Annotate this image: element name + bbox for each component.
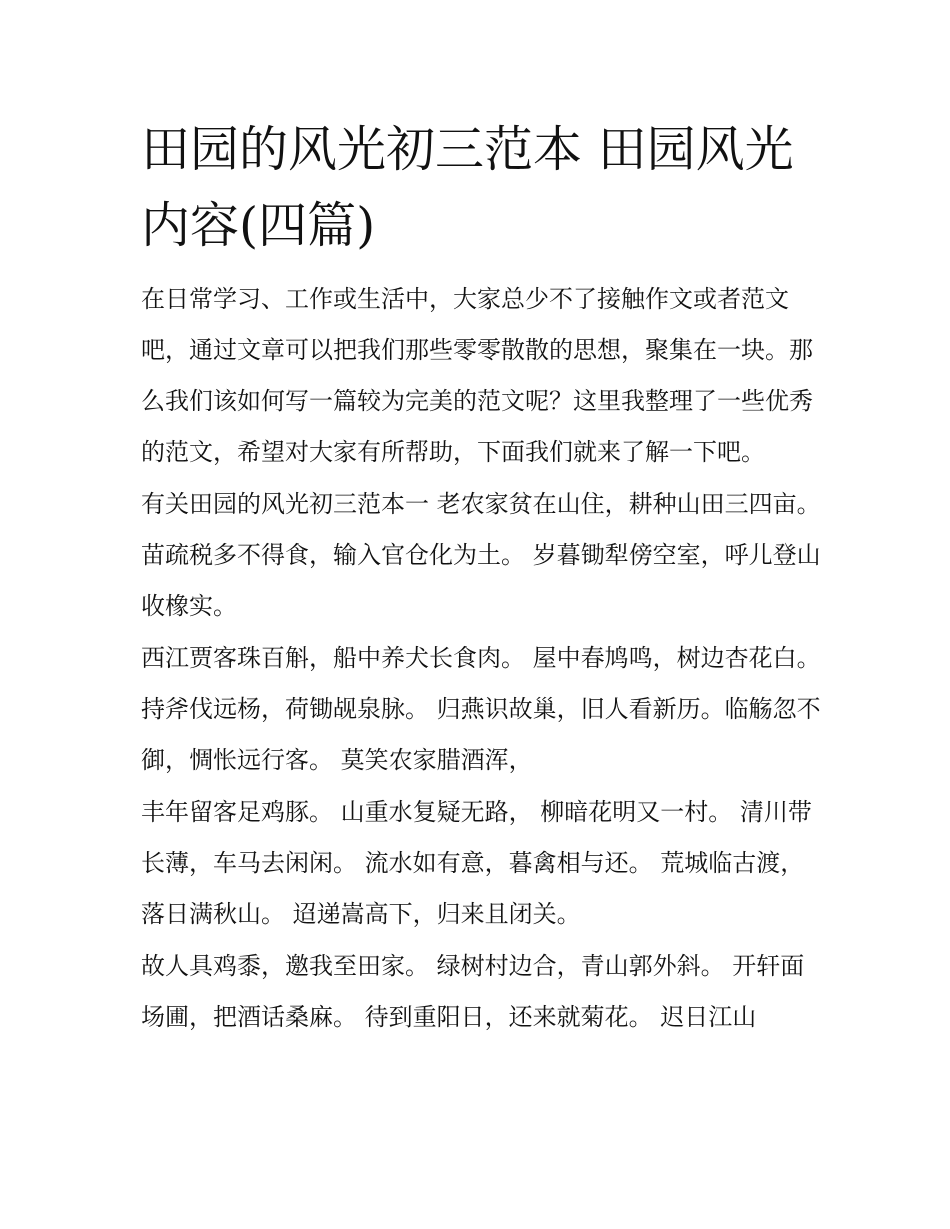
poem-paragraph-3: 丰年留客足鸡豚。 山重水复疑无路， 柳暗花明又一村。 清川带长薄，车马去闲闲。 流水如有意，暮禽相与还。 荒城临古渡，落日满秋山。 迢递嵩高下，归来且闭关。 xyxy=(141,798,812,928)
intro-paragraph: 在日常学习、工作或生活中，大家总少不了接触作文或者范文吧，通过文章可以把我们那些零零散散的思想，聚集在一块。那么我们该如何写一篇较为完美的范文呢？这里我整理了一些优秀的范文，希望对大家有所帮助，下面我们就来了解一下吧。 xyxy=(141,285,813,466)
document-body xyxy=(141,274,829,1043)
poem-paragraph-4: 故人具鸡黍，邀我至田家。 绿树村边合，青山郭外斜。 开轩面场圃，把酒话桑麻。 待到重阳日，还来就菊花。 迟日江山 xyxy=(141,952,805,1031)
document-page xyxy=(141,112,829,1044)
poem-paragraph-1: 有关田园的风光初三范本一 老农家贫在山住，耕种山田三四亩。 苗疏税多不得食，输入官仓化为土。 岁暮锄犁傍空室，呼儿登山收橡实。 xyxy=(141,490,829,620)
document-title: 田园的风光初三范本 田园风光内容(四篇) xyxy=(141,121,794,254)
poem-paragraph-2: 西江贾客珠百斛，船中养犬长食肉。 屋中春鸠鸣，树边杏花白。 持斧伐远杨，荷锄觇泉脉。 归燕识故巢，旧人看新历。临觞忽不御，惆怅远行客。 莫笑农家腊酒浑， xyxy=(141,644,829,774)
